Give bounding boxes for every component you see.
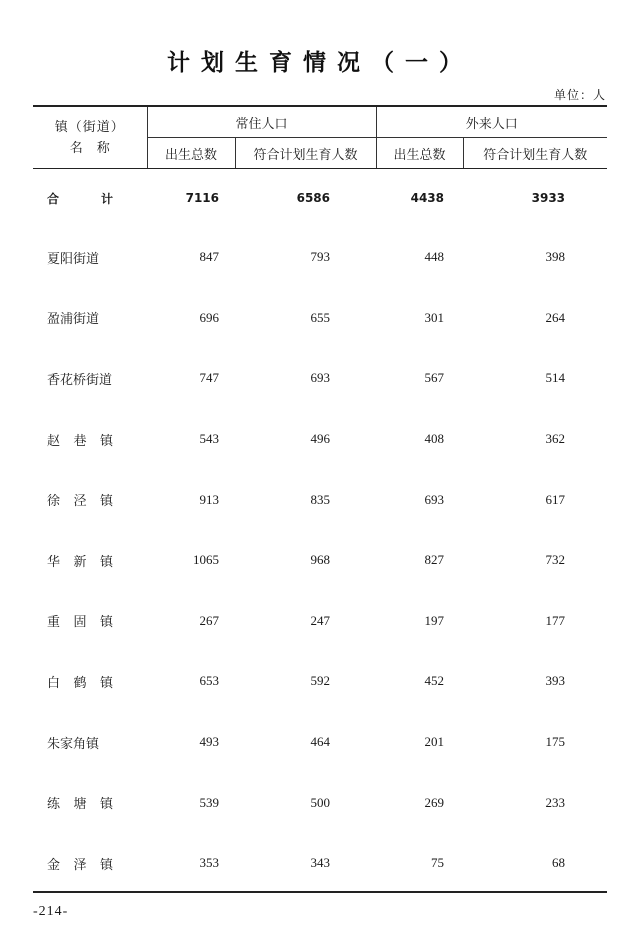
name-char: 镇	[99, 797, 113, 813]
cell-migrant-compliant: 264	[545, 309, 566, 325]
name-char: 练	[47, 797, 61, 813]
column-header-resident-births: 出生总数	[147, 138, 235, 169]
row-name-text	[47, 854, 113, 873]
name-char: 新	[73, 554, 87, 570]
cell-migrant-compliant: 175	[545, 734, 566, 750]
cell-migrant-births: 201	[424, 734, 445, 750]
name-char: 华	[47, 554, 61, 570]
cell-resident-births: 493	[199, 734, 219, 750]
row-name-text	[47, 490, 113, 509]
row-name-text	[47, 430, 113, 449]
cell-migrant-births: 693	[424, 491, 445, 507]
cell-resident-births: 539	[199, 794, 219, 810]
name-char: 重	[47, 615, 61, 631]
table-row	[33, 348, 607, 409]
row-name-text	[47, 551, 113, 570]
name-char: 塘	[73, 797, 87, 813]
row-name	[33, 591, 147, 652]
cell-resident-births: 543	[199, 431, 219, 447]
row-name	[33, 469, 147, 530]
row-name-text	[47, 190, 113, 207]
cell-resident-births: 267	[199, 612, 219, 628]
row-name	[33, 772, 147, 833]
cell-migrant-births: 75	[431, 855, 445, 871]
name-char: 固	[73, 615, 87, 631]
row-name	[33, 833, 147, 894]
cell-resident-births: 653	[199, 673, 219, 689]
cell-resident-compliant: 793	[310, 249, 331, 265]
table-row	[33, 409, 607, 470]
cell-resident-births: 747	[199, 370, 219, 386]
cell-migrant-compliant: 68	[552, 855, 566, 871]
table-row	[33, 469, 607, 530]
cell-resident-births: 913	[199, 491, 219, 507]
row-name-text	[47, 672, 113, 691]
row-name	[33, 288, 147, 349]
cell-resident-compliant: 592	[310, 673, 331, 689]
table-row-total	[33, 169, 607, 228]
cell-migrant-births: 301	[424, 309, 445, 325]
cell-migrant-compliant: 362	[545, 431, 566, 447]
table-row	[33, 288, 607, 349]
name-char: 镇	[99, 857, 113, 873]
cell-resident-compliant: 693	[310, 370, 331, 386]
family-planning-table	[33, 105, 607, 894]
cell-resident-compliant: 835	[310, 491, 331, 507]
row-name	[33, 651, 147, 712]
cell-migrant-compliant: 3933	[531, 191, 566, 205]
name-char: 镇	[99, 494, 113, 510]
row-name	[33, 409, 147, 470]
cell-migrant-births: 448	[424, 249, 445, 265]
name-char: 徐	[47, 494, 61, 510]
cell-resident-compliant: 343	[310, 855, 331, 871]
name-char: 镇	[99, 554, 113, 570]
page-title: 计划生育情况（一）	[167, 49, 473, 76]
cell-migrant-births: 408	[424, 431, 445, 447]
group-header-resident: 常住人口	[147, 106, 376, 138]
cell-resident-compliant: 500	[310, 794, 331, 810]
cell-resident-births: 7116	[185, 191, 219, 205]
name-char: 赵	[47, 433, 61, 449]
name-char: 镇	[99, 433, 113, 449]
row-name	[33, 227, 147, 288]
row-name-text: 香花桥街道	[47, 372, 113, 388]
table-row	[33, 772, 607, 833]
cell-migrant-compliant: 233	[545, 794, 566, 810]
row-name	[33, 169, 147, 228]
name-char: 镇	[99, 675, 113, 691]
cell-migrant-births: 197	[424, 612, 445, 628]
cell-resident-compliant: 6586	[296, 191, 331, 205]
row-name	[33, 530, 147, 591]
table-row	[33, 227, 607, 288]
cell-migrant-births: 567	[424, 370, 445, 386]
cell-migrant-compliant: 398	[545, 249, 566, 265]
cell-migrant-compliant: 617	[545, 491, 566, 507]
row-name-text: 夏阳街道	[47, 251, 100, 267]
name-char: 泽	[73, 857, 87, 873]
row-name-text: 盈浦街道	[47, 312, 100, 328]
name-char: 计	[100, 191, 113, 206]
page-number: -214-	[33, 904, 69, 919]
cell-migrant-compliant: 732	[545, 552, 566, 568]
bottom-rule	[33, 891, 607, 893]
cell-migrant-births: 269	[424, 794, 445, 810]
name-char: 鹤	[73, 675, 87, 691]
row-name	[33, 712, 147, 773]
cell-migrant-compliant: 393	[545, 673, 566, 689]
column-header-resident-compliant: 符合计划生育人数	[235, 138, 376, 169]
name-char: 合	[47, 191, 60, 206]
row-name-text	[47, 611, 113, 630]
row-name	[33, 348, 147, 409]
cell-resident-compliant: 655	[310, 309, 331, 325]
name-char: 镇	[99, 615, 113, 631]
row-name-text	[47, 793, 113, 812]
row-name-text: 朱家角镇	[47, 736, 100, 752]
cell-resident-births: 696	[199, 309, 219, 325]
cell-resident-compliant: 464	[310, 734, 331, 750]
cell-migrant-births: 452	[424, 673, 445, 689]
cell-resident-births: 353	[199, 855, 219, 871]
name-char: 泾	[73, 494, 87, 510]
cell-resident-births: 1065	[193, 552, 219, 568]
column-header-migrant-births: 出生总数	[376, 138, 463, 169]
column-header-migrant-compliant: 符合计划生育人数	[463, 138, 607, 169]
cell-migrant-compliant: 177	[545, 612, 566, 628]
cell-resident-compliant: 247	[310, 612, 331, 628]
table-row	[33, 591, 607, 652]
unit-label: 单位：人	[553, 88, 606, 102]
group-header-migrant: 外来人口	[376, 106, 607, 138]
name-char: 金	[47, 857, 61, 873]
name-char: 白	[47, 675, 61, 691]
cell-migrant-births: 4438	[410, 191, 445, 205]
name-char: 巷	[73, 433, 87, 449]
cell-resident-births: 847	[199, 249, 219, 265]
table-row	[33, 651, 607, 712]
cell-resident-compliant: 496	[310, 431, 331, 447]
table-body	[33, 169, 607, 894]
column-header-name: 镇（街道） 名称	[33, 106, 147, 169]
cell-resident-compliant: 968	[310, 552, 331, 568]
table-row	[33, 530, 607, 591]
table-row	[33, 712, 607, 773]
table-row	[33, 833, 607, 894]
cell-migrant-compliant: 514	[545, 370, 566, 386]
cell-migrant-births: 827	[424, 552, 445, 568]
